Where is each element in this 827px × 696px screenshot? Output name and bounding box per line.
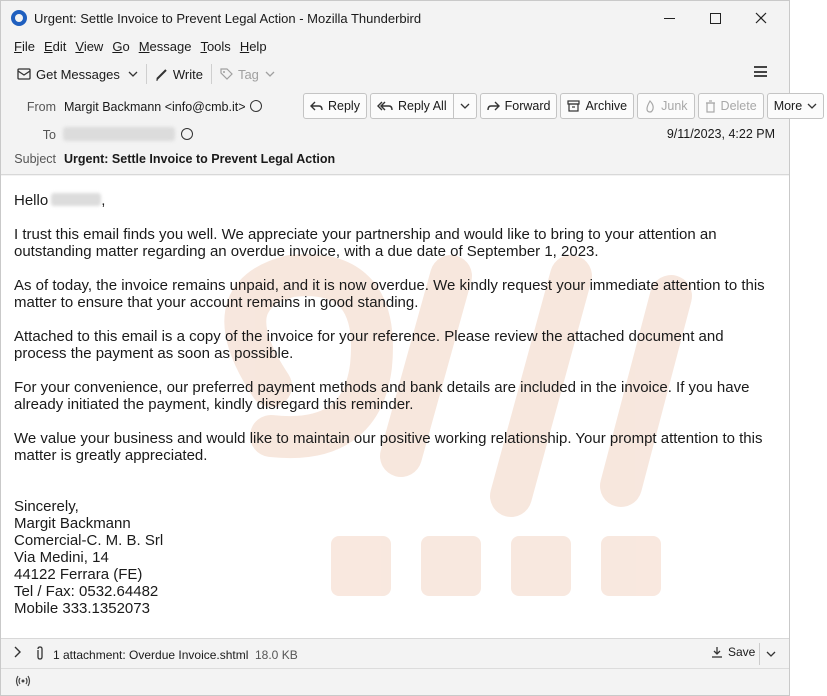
attachment-bar <box>1 640 789 668</box>
get-messages-button[interactable] <box>13 62 124 86</box>
window-title: Urgent: Settle Invoice to Prevent Legal Action - Mozilla Thunderbird <box>34 11 422 26</box>
signature-line: Mobile 333.1352073 <box>14 600 150 617</box>
save-dropdown[interactable] <box>759 643 781 665</box>
signature-line: Via Medini, 14 <box>14 549 109 566</box>
body-paragraph: I trust this email finds you well. We appreciate your partnership and would like to bring to your attention an outstanding matter regarding an overdue invoice, with a due date of September 1, 2023. <box>14 226 717 260</box>
archive-button[interactable]: Archive <box>560 93 634 119</box>
chevron-right-icon[interactable] <box>13 646 21 658</box>
signature-line: Tel / Fax: 0532.64482 <box>14 583 159 600</box>
write-label: Write <box>172 66 203 82</box>
recipient-name-redacted <box>51 193 101 206</box>
delete-button[interactable]: Delete <box>698 93 764 119</box>
menu-go[interactable]: Go <box>112 38 130 54</box>
subject-value: Urgent: Settle Invoice to Prevent Legal Action <box>64 152 336 166</box>
reply-icon <box>310 101 323 112</box>
message-date: 9/11/2023, 4:22 PM <box>666 127 775 141</box>
activity-signal-icon[interactable] <box>15 674 31 688</box>
minimize-icon <box>664 18 675 19</box>
menu-file[interactable]: File <box>14 38 35 54</box>
toolbar-separator <box>146 64 147 84</box>
header-actions <box>303 93 827 119</box>
tag-button[interactable] <box>216 62 279 86</box>
menu-view[interactable]: View <box>75 38 104 54</box>
subject-label: Subject <box>14 152 56 166</box>
tag-label: Tag <box>237 66 259 82</box>
body-paragraph: For your convenience, our preferred payment methods and bank details are included in the invoice. If you have already initiated the payment, kindly disregard this reminder. <box>14 379 750 413</box>
inbox-download-icon <box>17 68 31 80</box>
body-paragraph: As of today, the invoice remains unpaid, and it is now overdue. We kindly request your immediate attention to this matter to ensure that your account remains in good standing. <box>14 277 765 311</box>
menu-help[interactable]: Help <box>239 38 267 54</box>
contact-icon[interactable] <box>250 100 262 112</box>
body-paragraph: We value your business and would like to maintain our positive working relationship. Your prompt attention to this matter is greatly appreciated. <box>14 430 763 464</box>
menu-edit[interactable]: Edit <box>43 38 67 54</box>
forward-button[interactable]: Forward <box>480 93 558 119</box>
signature-line: Comercial-C. M. B. Srl <box>14 532 164 549</box>
forward-icon <box>487 101 500 112</box>
pencil-icon <box>155 68 168 81</box>
toolbar-separator <box>211 64 212 84</box>
maximize-button[interactable] <box>692 1 738 35</box>
thunderbird-logo-icon <box>11 10 27 26</box>
to-label: To <box>42 128 56 142</box>
get-messages-label: Get Messages <box>36 66 120 82</box>
recipient-redacted <box>63 127 175 141</box>
chevron-down-icon <box>807 103 817 109</box>
contact-icon[interactable] <box>181 128 193 140</box>
reply-button[interactable]: Reply <box>303 93 367 119</box>
body-paragraph: Attached to this email is a copy of the invoice for your reference. Please review the attached document and process the payment as soon as possible. <box>14 328 724 362</box>
signature-line: 44122 Ferrara (FE) <box>14 566 143 583</box>
get-messages-dropdown[interactable] <box>124 62 142 86</box>
reply-all-icon <box>377 101 393 112</box>
message-body <box>1 176 789 639</box>
status-bar <box>1 668 789 695</box>
chevron-down-icon <box>460 103 470 109</box>
archive-icon <box>567 100 580 112</box>
message-header <box>1 91 803 175</box>
from-label: From <box>26 100 56 114</box>
attachment-summary[interactable]: 1 attachment: Overdue Invoice.shtml <box>53 648 249 662</box>
more-button[interactable]: More <box>767 93 824 119</box>
trash-icon <box>705 100 716 113</box>
signature <box>14 498 779 617</box>
menu-tools[interactable]: Tools <box>200 38 231 54</box>
greeting-line: Hello , <box>14 192 106 209</box>
minimize-button[interactable] <box>646 1 692 35</box>
message-content <box>14 192 779 617</box>
menu-message[interactable]: Message <box>138 38 192 54</box>
reply-all-dropdown[interactable] <box>454 93 477 119</box>
main-toolbar <box>1 59 789 89</box>
menu-bar <box>1 35 789 57</box>
chevron-down-icon <box>265 71 275 77</box>
close-button[interactable] <box>738 1 784 35</box>
reply-all-button[interactable]: Reply All <box>370 93 454 119</box>
tag-icon <box>220 68 233 81</box>
junk-button[interactable]: Junk <box>637 93 694 119</box>
download-icon <box>711 646 723 658</box>
paperclip-icon <box>35 646 45 661</box>
signature-line: Sincerely, <box>14 498 79 515</box>
app-menu-icon[interactable] <box>754 66 767 77</box>
attachment-size: 18.0 KB <box>255 648 298 662</box>
title-bar <box>1 1 789 35</box>
close-icon <box>755 12 767 24</box>
chevron-down-icon <box>128 71 138 77</box>
chevron-down-icon <box>766 651 776 657</box>
write-button[interactable] <box>151 62 207 86</box>
junk-flame-icon <box>644 100 656 113</box>
signature-line: Margit Backmann <box>14 515 131 532</box>
from-value[interactable]: Margit Backmann <info@cmb.it> <box>64 100 262 114</box>
save-attachment-button[interactable]: Save <box>711 645 755 659</box>
maximize-icon <box>710 13 721 24</box>
